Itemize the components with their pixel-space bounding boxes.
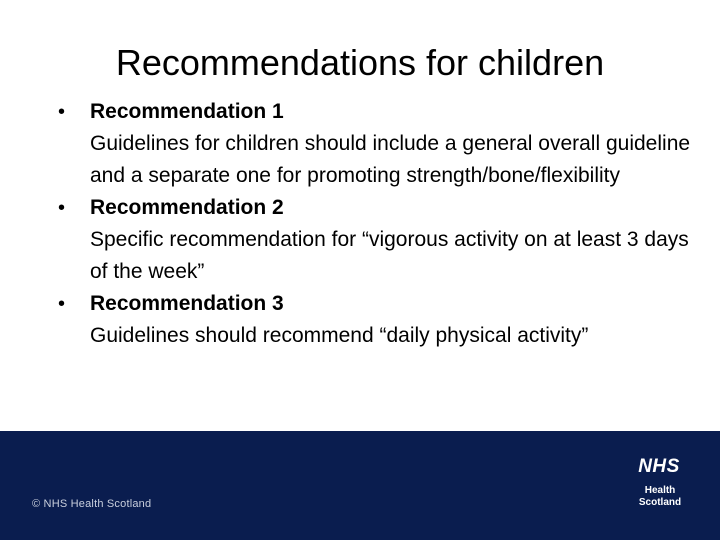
logo-line-scotland: Scotland — [638, 497, 682, 508]
recommendation-text: Guidelines for children should include a general overall guideline and a separate one for promoting strength/bone/flexibility — [90, 132, 691, 187]
recommendation-list — [58, 96, 698, 352]
bullet-icon: • — [58, 101, 66, 123]
logo-line-health: Health — [644, 485, 676, 496]
list-item — [58, 288, 698, 352]
bullet-icon: • — [58, 197, 66, 219]
recommendation-text: Guidelines should recommend “daily physical activity” — [90, 324, 589, 347]
copyright-notice: © NHS Health Scotland — [32, 498, 152, 510]
recommendation-heading: Recommendation 3 — [90, 292, 284, 315]
slide-title: Recommendations for children — [115, 42, 605, 83]
recommendation-heading: Recommendation 2 — [90, 196, 284, 219]
logo-subtitle — [628, 485, 692, 509]
recommendation-heading: Recommendation 1 — [90, 100, 284, 123]
footer-band — [0, 431, 720, 540]
nhs-wordmark: NHS — [632, 454, 686, 480]
nhs-health-scotland-logo — [628, 454, 692, 514]
bullet-icon: • — [58, 293, 66, 315]
list-item — [58, 192, 698, 288]
list-item — [58, 96, 698, 192]
recommendation-text: Specific recommendation for “vigorous activity on at least 3 days of the week” — [90, 228, 689, 283]
